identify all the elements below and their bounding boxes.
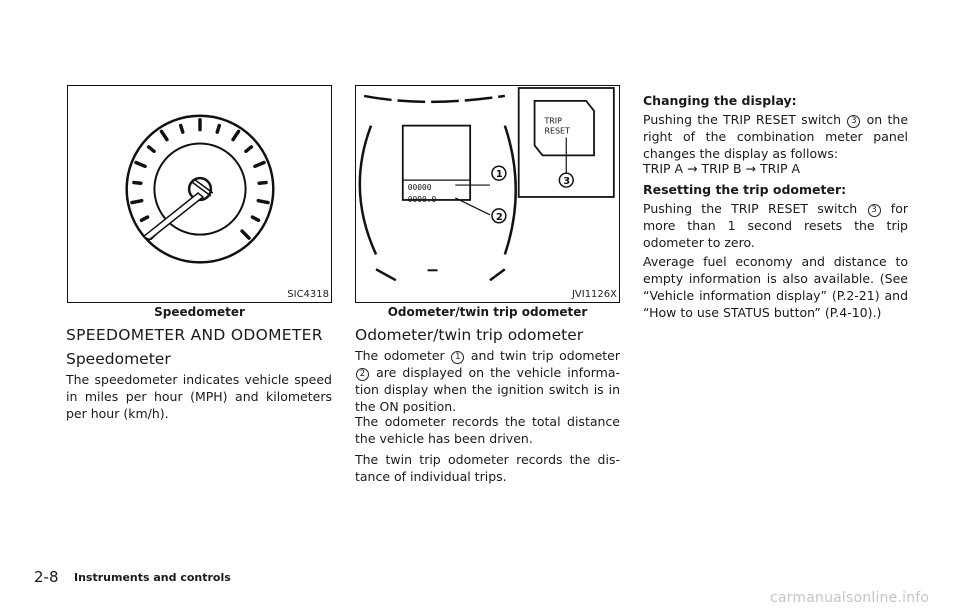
- page-number: 2-8: [34, 568, 59, 586]
- odometer-heading: Odometer/twin trip odometer: [355, 326, 584, 344]
- callout-3-label: 3: [563, 176, 571, 188]
- odometer-illustration: [356, 86, 619, 302]
- odometer-paragraph-2: The odometer records the total distance the vehicle has been driven.: [355, 414, 620, 446]
- callout-2-label: 2: [495, 211, 503, 223]
- changing-b: on the right of the combination meter panel changes the display as follows:: [643, 112, 909, 161]
- callout-1-marker: 1: [451, 351, 464, 364]
- speedometer-tick: [259, 183, 266, 184]
- callout-2-marker: 2: [356, 368, 369, 381]
- trip-switch-line2: RESET: [544, 126, 570, 136]
- speedometer-figure: [67, 85, 332, 303]
- odometer-p1-a: The odometer: [355, 348, 445, 363]
- speedometer-tick: [134, 183, 141, 184]
- figure-code: JVI1126X: [571, 289, 617, 300]
- odometer-display-line2: 0000.0: [407, 194, 437, 204]
- speedometer-tick: [217, 126, 219, 133]
- odometer-paragraph-3: The twin trip odometer records the dis-tance of individual trips.: [355, 452, 620, 484]
- callout-3-marker: 3: [868, 204, 881, 217]
- resetting-title-text: Resetting the trip odometer:: [643, 182, 847, 197]
- resetting-a: Pushing the TRIP RESET switch: [643, 201, 858, 216]
- watermark: carmanualsonline.info: [770, 590, 930, 606]
- resetting-title: [643, 181, 908, 198]
- speedometer-tick: [181, 126, 183, 133]
- figure-caption: Speedometer: [154, 305, 245, 319]
- odometer-display-line1: 00000: [407, 183, 432, 193]
- changing-display-body: [643, 111, 908, 162]
- trip-switch-line1: TRIP: [544, 116, 562, 126]
- changing-display-title: [643, 92, 908, 109]
- average-fuel-paragraph: Average fuel economy and distance to empty information is also available. (See “Vehicle information display” (P.2-21) and “How to use STATUS button” (P.4-10).): [643, 254, 908, 320]
- section-title: Instruments and controls: [74, 571, 231, 584]
- figure-caption: Odometer/twin trip odometer: [387, 305, 588, 319]
- odometer-p1-c: are displayed on the vehicle informa-tion display when the ignition switch is in the ON position.: [355, 365, 620, 414]
- speedometer-illustration: [68, 86, 331, 302]
- resetting-b: for more than 1 second resets the trip odometer to zero.: [643, 201, 908, 250]
- figure-code: SIC4318: [287, 289, 329, 300]
- speedometer-tick: [255, 163, 264, 167]
- speedometer-tick: [258, 201, 268, 203]
- odometer-paragraph-1: [355, 347, 620, 415]
- resetting-body: [643, 200, 908, 251]
- speedometer-tick: [242, 231, 249, 238]
- speedometer-tick: [136, 163, 145, 167]
- section-heading: SPEEDOMETER AND ODOMETER: [66, 326, 323, 344]
- speedometer-tick: [233, 131, 239, 139]
- speedometer-body: The speedometer indicates vehicle speed in miles per hour (MPH) and kilometers per hour (km/h).: [66, 372, 332, 421]
- speedometer-tick: [149, 147, 154, 151]
- speedometer-tick: [161, 131, 167, 139]
- speedometer-tick: [246, 147, 251, 151]
- changing-a: Pushing the TRIP RESET switch: [643, 112, 842, 127]
- speedometer-tick: [252, 217, 258, 220]
- callout-3-marker: 3: [847, 115, 860, 128]
- callout-1-label: 1: [495, 169, 503, 181]
- trip-sequence: TRIP A → TRIP B → TRIP A: [643, 161, 801, 176]
- changing-title-text: Changing the display:: [643, 93, 797, 108]
- speedometer-tick: [132, 201, 142, 203]
- odometer-p1-b: and twin trip odometer: [470, 348, 620, 363]
- subsection-heading: Speedometer: [66, 350, 171, 368]
- odometer-figure: [355, 85, 620, 303]
- speedometer-tick: [141, 217, 147, 220]
